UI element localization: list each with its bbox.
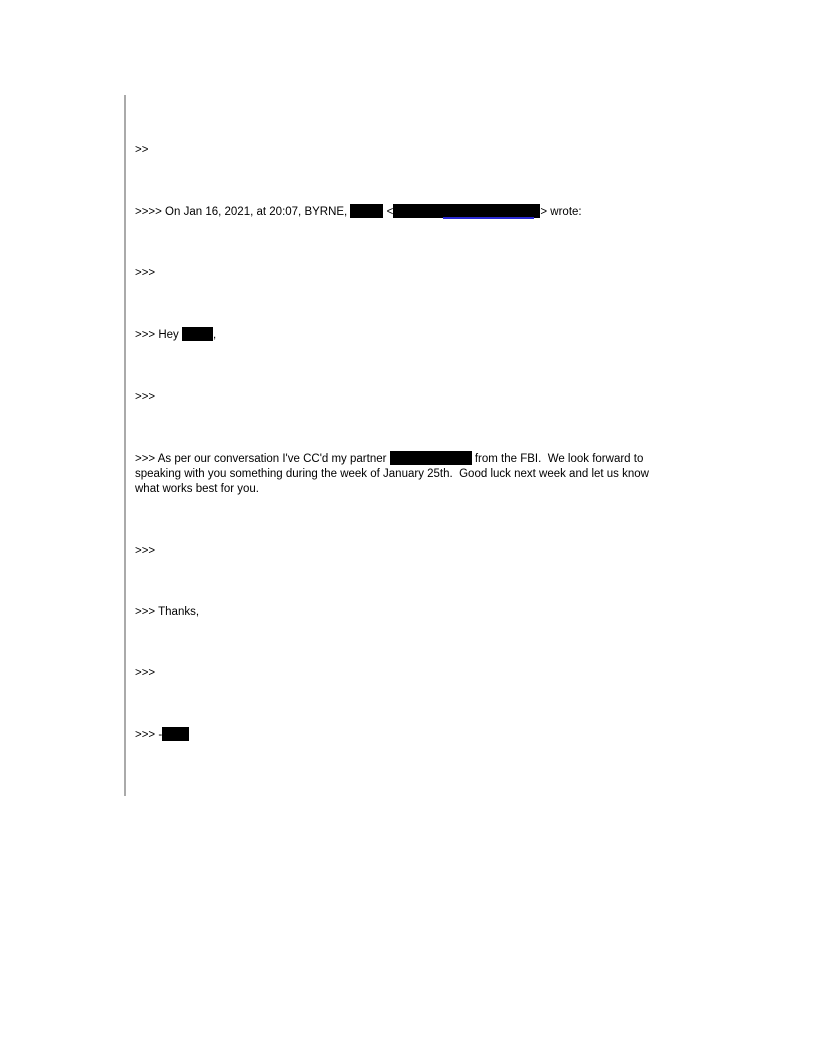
signature-text: >>> - (135, 729, 163, 742)
redaction-sender-name (350, 204, 383, 218)
quote-marker: >>> (135, 267, 156, 280)
quote-marker-line (135, 143, 672, 158)
email-body-paragraph (135, 451, 672, 498)
email-header-line (135, 204, 672, 220)
header-text: > wrote: (540, 206, 582, 219)
hyperlink-underline (443, 217, 534, 219)
redaction-signature-name (162, 727, 189, 741)
body-text: >>> As per our conversation I've CC'd my partner (135, 452, 390, 465)
quote-marker: >> (135, 143, 149, 156)
header-text: < (383, 206, 394, 219)
header-text: >>>> On Jan 16, 2021, at 20:07, BYRNE, (135, 206, 351, 219)
signature-line (135, 727, 672, 743)
closing-text: >>> Thanks, (135, 605, 200, 618)
body-text: from the FBI. We look forward to speaking with you something during the week of January 25th. Good luck next week and let us know what works best for you. (135, 452, 653, 496)
quote-marker-line (135, 266, 672, 281)
greeting-text: , (213, 329, 217, 342)
quoted-email-block (124, 95, 672, 796)
greeting-line (135, 327, 672, 343)
redaction-greeting-name (182, 327, 213, 341)
quote-marker: >>> (135, 544, 156, 557)
quote-marker-line (135, 544, 672, 559)
quote-marker-line (135, 666, 672, 681)
quote-marker: >>> (135, 390, 156, 403)
redaction-partner-name (390, 451, 472, 465)
quote-marker: >>> (135, 666, 156, 679)
greeting-text: >>> Hey (135, 329, 182, 342)
redaction-sender-email (393, 204, 540, 218)
closing-line (135, 605, 672, 620)
quote-marker-line (135, 390, 672, 405)
